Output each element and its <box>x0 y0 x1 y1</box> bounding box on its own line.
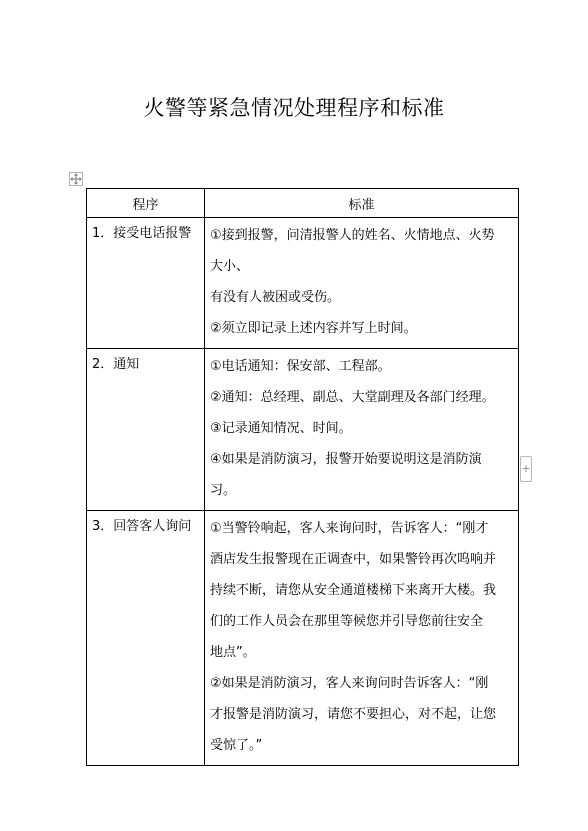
standard-line: 持续不断，请您从安全通道楼梯下来离开大楼。我 <box>210 583 497 598</box>
standard-line: 地点”。 <box>210 645 256 660</box>
standard-cell[interactable] <box>205 218 519 349</box>
table-row <box>87 218 519 349</box>
table-move-handle-icon[interactable] <box>69 172 83 186</box>
standard-line: 才报警是消防演习，请您不要担心，对不起，让您 <box>210 707 497 722</box>
standard-line: 们的工作人员会在那里等候您并引导您前往安全 <box>210 614 484 629</box>
standard-line: ①接到报警，问清报警人的姓名、火情地点、火势 <box>210 228 495 243</box>
standard-line: ④如果是消防演习，报警开始要说明这是消防演 <box>210 452 482 467</box>
step-cell[interactable]: 1．接受电话报警 <box>87 218 205 349</box>
standard-line: ②如果是消防演习，客人来询问时告诉客人：“刚 <box>210 676 489 691</box>
standard-line: 习。 <box>210 483 237 498</box>
standard-cell[interactable] <box>205 349 519 511</box>
standard-line: ②须立即记录上述内容并写上时间。 <box>210 321 417 336</box>
standard-line: 大小、 <box>210 259 250 274</box>
standard-line: ①当警铃响起，客人来询问时，告诉客人：“刚才 <box>210 521 489 536</box>
standard-line: 有没有人被困或受伤。 <box>210 290 341 305</box>
table-row <box>87 511 519 766</box>
add-column-button[interactable]: + <box>520 456 532 482</box>
standard-line: ②通知：总经理、副总、大堂副理及各部门经理。 <box>210 390 495 405</box>
procedure-table <box>86 188 519 766</box>
header-standard: 标准 <box>205 189 519 218</box>
table-header-row <box>87 189 519 218</box>
step-cell[interactable]: 2．通知 <box>87 349 205 511</box>
step-cell[interactable]: 3．回答客人询问 <box>87 511 205 766</box>
table-row <box>87 349 519 511</box>
header-procedure: 程序 <box>87 189 205 218</box>
standard-line: ①电话通知：保安部、工程部。 <box>210 359 391 374</box>
standard-line: ③记录通知情况、时间。 <box>210 421 352 436</box>
document-title: 火警等紧急情况处理程序和标准 <box>143 96 445 120</box>
standard-line: 受惊了。” <box>210 738 263 753</box>
standard-line: 酒店发生报警现在正调查中，如果警铃再次呜响并 <box>210 552 497 567</box>
standard-cell[interactable] <box>205 511 519 766</box>
